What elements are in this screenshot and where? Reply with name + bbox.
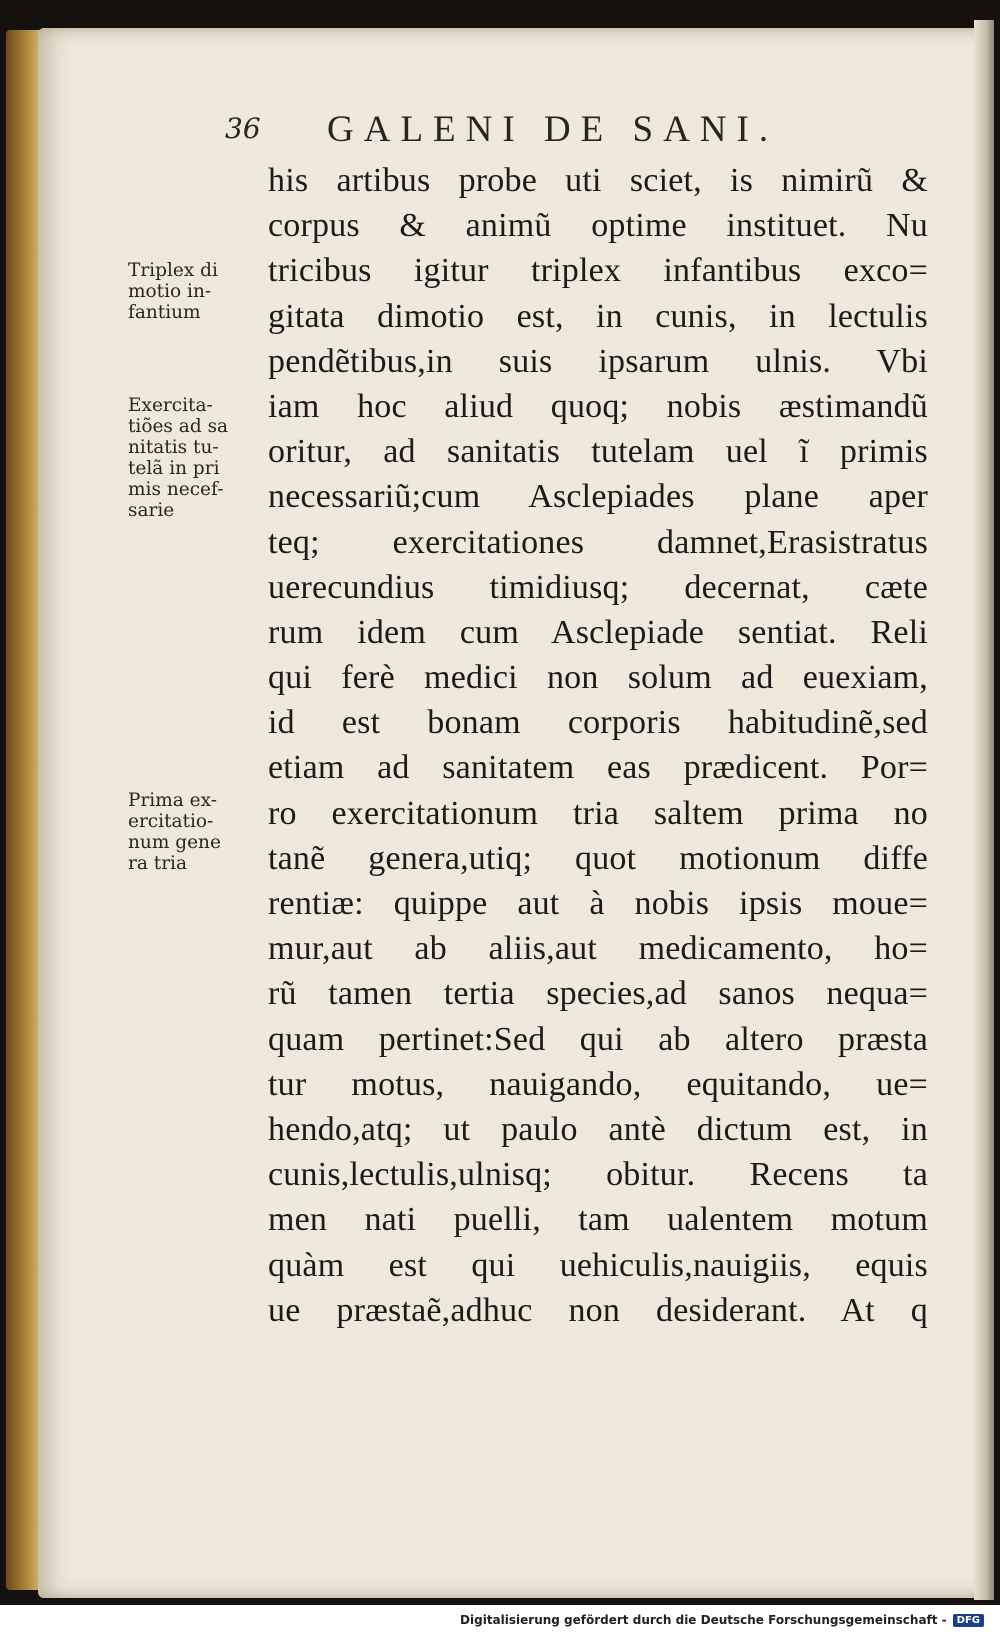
text-line: rum idem cum Asclepiade sentiat. Reli xyxy=(268,613,928,651)
page-header xyxy=(225,108,925,152)
text-line: tricibus igitur triplex infantibus exco= xyxy=(268,252,928,290)
folio-number: 36 xyxy=(225,112,261,145)
text-line: rũ tamen tertia species,ad sanos nequa= xyxy=(268,975,928,1013)
text-line: etiam ad sanitatem eas prædicent. Por= xyxy=(268,749,928,787)
marginal-line: Prima ex- xyxy=(128,790,217,811)
marginal-line: mis necef- xyxy=(128,479,224,500)
text-line: his artibus probe uti sciet, is nimirũ & xyxy=(268,162,928,199)
text-line: ro exercitationum tria saltem prima no xyxy=(268,794,928,832)
text-line: quàm est qui uehiculis,nauigiis, equis xyxy=(268,1246,928,1284)
running-title: GALENI DE SANI. xyxy=(327,109,779,150)
page-edge-right xyxy=(974,20,994,1600)
marginal-line: motio in- xyxy=(128,281,212,302)
dfg-logo-icon: DFG xyxy=(953,1614,984,1627)
marginal-line: nitatis tu- xyxy=(128,437,219,458)
digitization-footer xyxy=(0,1605,1000,1635)
marginal-line: Triplex di xyxy=(128,260,218,281)
text-line: quam pertinet:Sed qui ab altero præsta xyxy=(268,1020,928,1058)
marginal-line: ercitatio- xyxy=(128,811,214,832)
text-line: gitata dimotio est, in cunis, in lectulis xyxy=(268,297,928,335)
text-line: iam hoc aliud quoq; nobis æstimandũ xyxy=(268,387,928,425)
text-line: men nati puelli, tam ualentem motum xyxy=(268,1201,928,1239)
text-line: teq; exercitationes damnet,Erasistratus xyxy=(268,523,928,561)
text-line: corpus & animũ optime instituet. Nu xyxy=(268,207,928,245)
main-text-block xyxy=(268,158,928,1333)
text-line: necessariũ;cum Asclepiades plane aper xyxy=(268,478,928,516)
marginal-line: fantium xyxy=(128,302,201,323)
text-line: hendo,atq; ut paulo antè dictum est, in xyxy=(268,1110,928,1148)
text-line: cunis,lectulis,ulnisq; obitur. Recens ta xyxy=(268,1156,928,1194)
marginal-line: Exercita- xyxy=(128,395,213,416)
footer-credit: Digitalisierung gefördert durch die Deutsche Forschungsgemeinschaft - xyxy=(460,1613,947,1627)
text-line: qui ferè medici non solum ad euexiam, xyxy=(268,659,928,697)
text-line: ue præstaẽ,adhuc non desiderant. At q xyxy=(268,1291,928,1329)
marginal-note-1 xyxy=(128,260,260,323)
marginal-note-2 xyxy=(128,395,260,521)
text-line: rentiæ: quippe aut à nobis ipsis moue= xyxy=(268,885,928,922)
text-line: pendẽtibus,in suis ipsarum ulnis. Vbi xyxy=(268,342,928,380)
text-line: uerecundius timidiusq; decernat, cæte xyxy=(268,568,928,606)
text-line: mur,aut ab aliis,aut medicamento, ho= xyxy=(268,930,928,968)
text-line: oritur, ad sanitatis tutelam uel ĩ primis xyxy=(268,433,928,471)
marginal-line: tiões ad sa xyxy=(128,416,229,437)
marginal-line: sarie xyxy=(128,500,175,521)
marginal-line: num gene xyxy=(128,832,221,853)
text-line: id est bonam corporis habitudinẽ,sed xyxy=(268,704,928,742)
marginal-line: ra tria xyxy=(128,853,187,874)
text-line: tanẽ genera,utiq; quot motionum diffe xyxy=(268,839,928,877)
text-line: tur motus, nauigando, equitando, ue= xyxy=(268,1065,928,1103)
marginal-line: telã in pri xyxy=(128,458,220,479)
marginal-note-3 xyxy=(128,790,260,874)
